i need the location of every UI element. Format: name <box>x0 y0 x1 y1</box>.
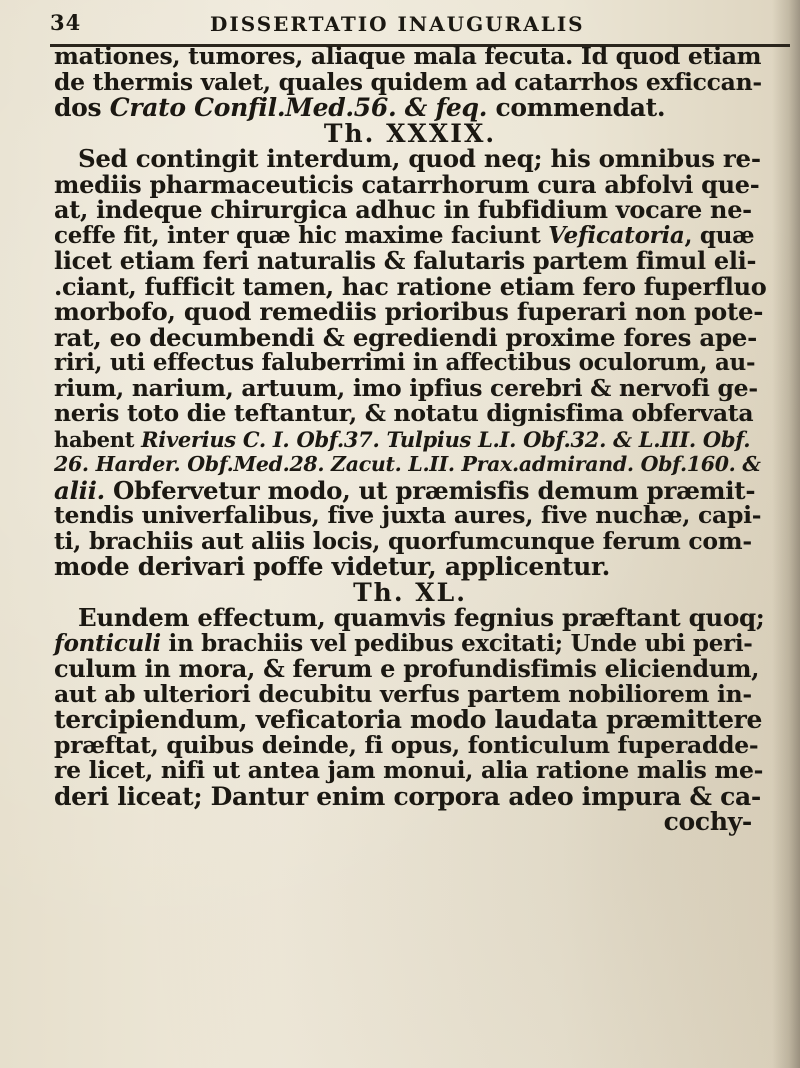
text-line: alii. Obfervetur modo, ut præmisfis demum præmit- <box>54 475 756 505</box>
text-line: præftat, quibus deinde, fi opus, fonticulum fuperadde- <box>54 730 759 759</box>
text-line: mediis pharmaceuticis catarrhorum cura abfolvi que- <box>54 169 760 199</box>
page-number: 34 <box>50 10 82 35</box>
text-line: fonticuli in brachiis vel pedibus excitati; Unde ubi peri- <box>54 629 753 657</box>
text-line: ti, brachiis aut aliis locis, quorfumcunque ferum com- <box>54 526 752 555</box>
text-line: rium, narium, artuum, imo ipfius cerebri & nervofi ge- <box>54 373 758 402</box>
text-line: Sed contingit interdum, quod neq; his omnibus re- <box>78 144 761 173</box>
text-line: mode derivari poffe videtur, applicentur. <box>54 552 610 581</box>
citation: Riverius C. I. Obf.37. Tulpius L.I. Obf.32. & L.III. Obf. <box>141 426 751 452</box>
citation: 26. Harder. Obf.Med.28. Zacut. L.II. Prax.admirand. Obf.160. & <box>54 452 761 476</box>
text-line: aut ab ulteriori decubitu verfus partem nobiliorem in- <box>54 679 752 708</box>
text-line: dos Crato Confil.Med.56. & feq. commendat. <box>54 93 666 122</box>
text-line: deri liceat; Dantur enim corpora adeo impura & ca- <box>54 781 761 811</box>
text-line: .ciant, fufficit tamen, hac ratione etiam fero fuperfluo <box>54 271 767 301</box>
text-line: re licet, nifi ut antea jam monui, alia ratione malis me- <box>54 756 764 784</box>
term: fonticuli <box>54 629 161 657</box>
text-line: riri, uti effectus faluberrimi in affectibus oculorum, au- <box>54 349 756 376</box>
term: Veficatoria <box>548 221 685 249</box>
citation: Crato Confil.Med.56. & feq. <box>109 93 488 122</box>
text-line: rat, eo decumbendi & egrediendi proxime fores ape- <box>54 322 757 352</box>
citation: alii. <box>54 475 105 505</box>
text-line: Eundem effectum, quamvis fegnius præftant quoq; <box>78 603 765 632</box>
text-line: de thermis valet, quales quidem ad catarrhos exficcan- <box>54 67 762 96</box>
page-gutter-shadow <box>772 0 800 1068</box>
catchword: cochy- <box>663 807 752 836</box>
text-line: culum in mora, & ferum e profundisfimis eliciendum, <box>54 654 760 683</box>
text-line: tendis univerfalibus, five juxta aures, five nuchæ, capi- <box>54 501 762 529</box>
text-line: neris toto die teftantur, & notatu dignisfima obfervata <box>54 399 754 427</box>
text-line: at, indeque chirurgica adhuc in fubfidium vocare ne- <box>54 195 752 224</box>
text-line: ceffe fit, inter quæ hic maxime faciunt Veficatoria, quæ <box>54 221 755 249</box>
thesis-heading-40: Th. XL. <box>353 577 467 607</box>
running-head: DISSERTATIO INAUGURALIS <box>210 12 585 36</box>
text-line: mationes, tumores, aliaque mala fecuta. Id quod etiam <box>54 42 762 70</box>
thesis-heading-39: Th. XXXIX. <box>323 118 497 148</box>
text-line: licet etiam feri naturalis & falutaris partem fimul eli- <box>54 246 757 275</box>
text-line: tercipiendum, veficatoria modo laudata præmittere <box>54 705 763 734</box>
text-line: habent Riverius C. I. Obf.37. Tulpius L.I. Obf.32. & L.III. Obf. <box>54 426 751 452</box>
page-header <box>50 6 770 40</box>
body-text <box>54 44 766 835</box>
text-line: morbofo, quod remediis prioribus fuperari non pote- <box>54 297 764 326</box>
text-line <box>54 452 766 478</box>
